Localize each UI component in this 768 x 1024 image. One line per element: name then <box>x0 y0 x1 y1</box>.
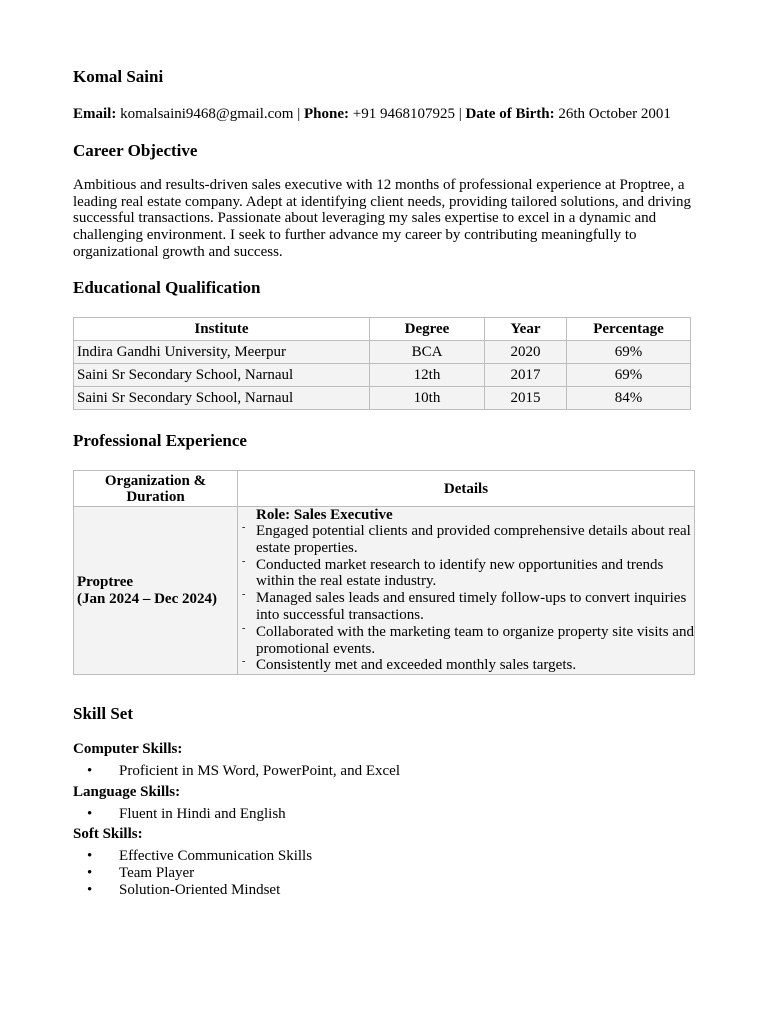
col-header-details: Details <box>238 471 695 507</box>
email-label: Email: <box>73 106 117 122</box>
dash-bullet-icon: - <box>242 522 246 533</box>
bullet-icon: • <box>87 882 93 898</box>
col-header-organization: Organization & Duration <box>74 471 238 507</box>
organization-name: Proptree <box>77 573 134 590</box>
separator: | <box>458 106 462 122</box>
dob-label: Date of Birth: <box>465 106 555 122</box>
career-objective-heading: Career Objective <box>73 141 198 160</box>
language-skills-label: Language Skills: <box>73 784 181 800</box>
list-item: - Engaged potential clients and provided comprehensive details about real estate properties. <box>242 522 691 556</box>
list-item: • Solution-Oriented Mindset <box>73 882 280 899</box>
contact-line <box>73 106 671 123</box>
table-row <box>74 364 691 387</box>
bullet-icon: • <box>87 865 93 881</box>
phone-label: Phone: <box>303 106 349 122</box>
degree-cell: 10th <box>370 387 485 410</box>
table-row <box>74 387 691 410</box>
phone-value: +91 9468107925 <box>352 106 455 122</box>
percentage-cell: 69% <box>567 341 691 364</box>
role-title: Role: Sales Executive <box>256 507 393 523</box>
soft-skills-label: Soft Skills: <box>73 826 143 842</box>
career-objective-text: Ambitious and results-driven sales executive with 12 months of professional experience at Proptree, a leading real estate company. Adept at identifying client needs, providing tailored solutions, and driving successful transactions. Passionate about leveraging my sales expertise to excel in a dynamic and challenging environment. I seek to further advance my career by contributing meaningfully to organizational growth and success. <box>73 177 692 260</box>
institute-cell: Indira Gandhi University, Meerpur <box>74 341 370 364</box>
percentage-cell: 84% <box>567 387 691 410</box>
institute-cell: Saini Sr Secondary School, Narnaul <box>74 387 370 410</box>
year-cell: 2020 <box>485 341 567 364</box>
details-cell <box>238 507 695 675</box>
dash-bullet-icon: - <box>242 589 246 601</box>
table-header-row <box>74 318 691 341</box>
dash-bullet-icon: - <box>242 656 246 668</box>
responsibility-list <box>242 523 694 674</box>
bullet-icon: • <box>87 848 93 864</box>
col-header-degree: Degree <box>370 318 485 341</box>
employment-duration: (Jan 2024 – Dec 2024) <box>77 590 217 607</box>
institute-cell: Saini Sr Secondary School, Narnaul <box>74 364 370 387</box>
list-item: • Effective Communication Skills <box>73 848 312 865</box>
education-table <box>73 317 691 410</box>
list-item: - Managed sales leads and ensured timely follow-ups to convert inquiries into successful transactions. <box>242 589 687 623</box>
experience-table <box>73 470 695 675</box>
degree-cell: BCA <box>370 341 485 364</box>
skill-set-heading: Skill Set <box>73 704 133 723</box>
year-cell: 2017 <box>485 364 567 387</box>
email-value: komalsaini9468@gmail.com <box>120 106 294 122</box>
dob-value: 26th October 2001 <box>558 106 671 122</box>
list-item: - Consistently met and exceeded monthly sales targets. <box>242 656 577 674</box>
list-item: - Collaborated with the marketing team to organize property site visits and promotional events. <box>242 622 694 657</box>
bullet-icon: • <box>87 806 93 822</box>
col-header-year: Year <box>485 318 567 341</box>
experience-heading: Professional Experience <box>73 431 247 450</box>
candidate-name: Komal Saini <box>73 67 164 86</box>
dash-bullet-icon: - <box>242 555 246 567</box>
list-item: - Conducted market research to identify new opportunities and trends within the real estate industry. <box>242 555 664 590</box>
year-cell: 2015 <box>485 387 567 410</box>
col-header-percentage: Percentage <box>567 318 691 341</box>
table-header-row <box>74 471 695 507</box>
list-item: • Proficient in MS Word, PowerPoint, and Excel <box>73 763 400 780</box>
percentage-cell: 69% <box>567 364 691 387</box>
separator: | <box>297 106 301 122</box>
table-row <box>74 341 691 364</box>
dash-bullet-icon: - <box>242 622 246 634</box>
bullet-icon: • <box>87 763 93 779</box>
list-item: • Team Player <box>73 865 194 882</box>
col-header-institute: Institute <box>74 318 370 341</box>
computer-skills-label: Computer Skills: <box>73 741 183 757</box>
table-row <box>74 507 695 675</box>
education-heading: Educational Qualification <box>73 278 261 297</box>
degree-cell: 12th <box>370 364 485 387</box>
organization-cell <box>74 507 238 675</box>
list-item: • Fluent in Hindi and English <box>73 806 286 823</box>
